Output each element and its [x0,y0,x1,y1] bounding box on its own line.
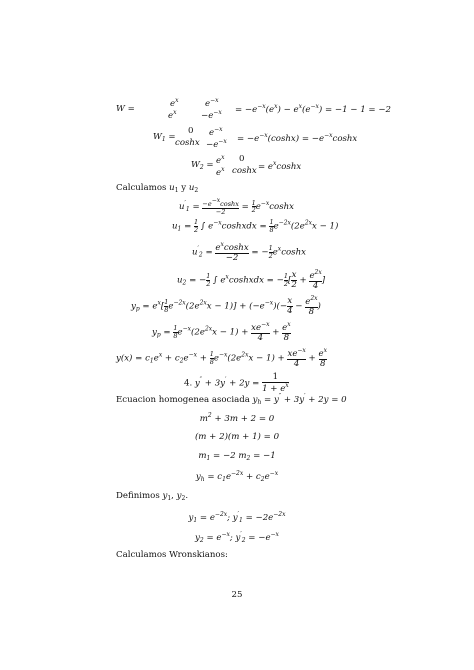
w-m12: $e^{-x}$ [205,97,219,109]
w-m11: $e^x$ [170,97,179,109]
y2-eq: $y_2 = e^{-x}$; $y'_2 = -e^{-x}$ [195,531,279,544]
roots-eq: $m_1 = -2$ $m_2 = -1$ [198,451,276,462]
w1-m22: $-e^{-x}$ [206,138,227,150]
calc-wronskianos-label: Calculamos Wronskianos: [116,550,228,560]
problem-4-eq: 4. y″ + 3y′ + 2y = $\frac{1}{1 + e^x}$ [184,372,289,394]
w2-m12: 0 [239,154,245,164]
w1-lhs: $W_1$ = [153,132,176,143]
w2-m22: coshx [232,166,257,176]
u2-prime-eq: $u'_2$ = $\frac{e^x\cosh x}{-2}$ = − $\frac{1}{2}$ $e^x\cosh x$ [192,241,306,263]
w-m21: $e^x$ [168,109,177,121]
w1-m21: coshx [175,138,200,148]
characteristic-eq: $m^2 + 3m + 2 = 0$ [199,412,275,424]
w-lhs: W = [116,104,135,114]
u1-prime-eq: $u'_1$ = $\frac{-e-xcoshx}{-2}$ = $\frac{1}{2}$ $e^{-x}\cosh x$ [179,197,294,216]
u1-eq: $u_1$ = $\frac{1}{2}$ ∫ $e^{-x}coshxdx$ = $\frac{1}{8}$ $e^{-2x}(2e^{2x}x - 1)$ [172,218,339,234]
w2-rhs: = $e^x\cosh x$ [258,160,302,172]
general-solution-eq: $y(x) = c_1e^x + c_2e^{-x}$ + $\frac{1}{8}$ $e^{-x}(2e^{2x}x - 1)$ + $\frac{xe^{-x}}{4}$ + $\frac{e^x}{8}$ [116,347,327,369]
yh-eq: $y_h = c_1e^{-2x} + c_2e^{-x}$ [195,470,279,483]
w-m22: $-e^{-x}$ [201,109,222,121]
yp-first-eq: $y_p = e^x$[ $\frac{1}{8}$ $e^{-2x}(2e^{2x}x - 1)] + (-e^{-x})(-$ $\frac{x}{4}$ − $\frac{e^{2x}}{8}$ ) [131,295,321,317]
yp-second-eq: $y_p$ = $\frac{1}{8}$ $e^{-x}(2e^{2x}x - 1)$ + $\frac{xe^{-x}}{4}$ + $\frac{e^x}{8}$ [152,321,291,343]
homogeneous-eq-label: Ecuacion homogenea asociada $y_h = y'' + 3y' + 2y = 0$ [116,393,347,406]
w1-rhs: = $-e^{-x}(\cosh x) = -e^{-x}\cosh x$ [237,132,358,144]
page-number: 25 [231,590,243,600]
w1-m12: $e^{-x}$ [209,126,223,138]
w2-m11: $e^x$ [216,154,225,166]
w-rhs: = $-e^{-x}(e^x) - e^x(e^{-x}) = -1 - 1 = -2$ [235,103,392,115]
y1-eq: $y_1 = e^{-2x}$; $y'_1 = -2e^{-2x}$ [188,511,286,524]
factored-eq: (m + 2)(m + 1) = 0 [194,432,280,442]
definimos-label: Definimos $y_1$, $y_2$. [116,491,189,502]
u2-eq: $u_2$ = − $\frac{1}{2}$ ∫ $e^xcoshxdx$ = − $\frac{1}{2}$ [ $\frac{x}{2}$ + $\frac{e^{2x}}{4}$ ] [177,269,326,291]
w2-m21: $e^x$ [216,166,225,178]
w2-lhs: $W_2$ = [191,160,214,171]
calc-u-label: Calculamos $u_1$ y $u_2$ [116,183,199,194]
w1-m11: 0 [188,126,194,136]
